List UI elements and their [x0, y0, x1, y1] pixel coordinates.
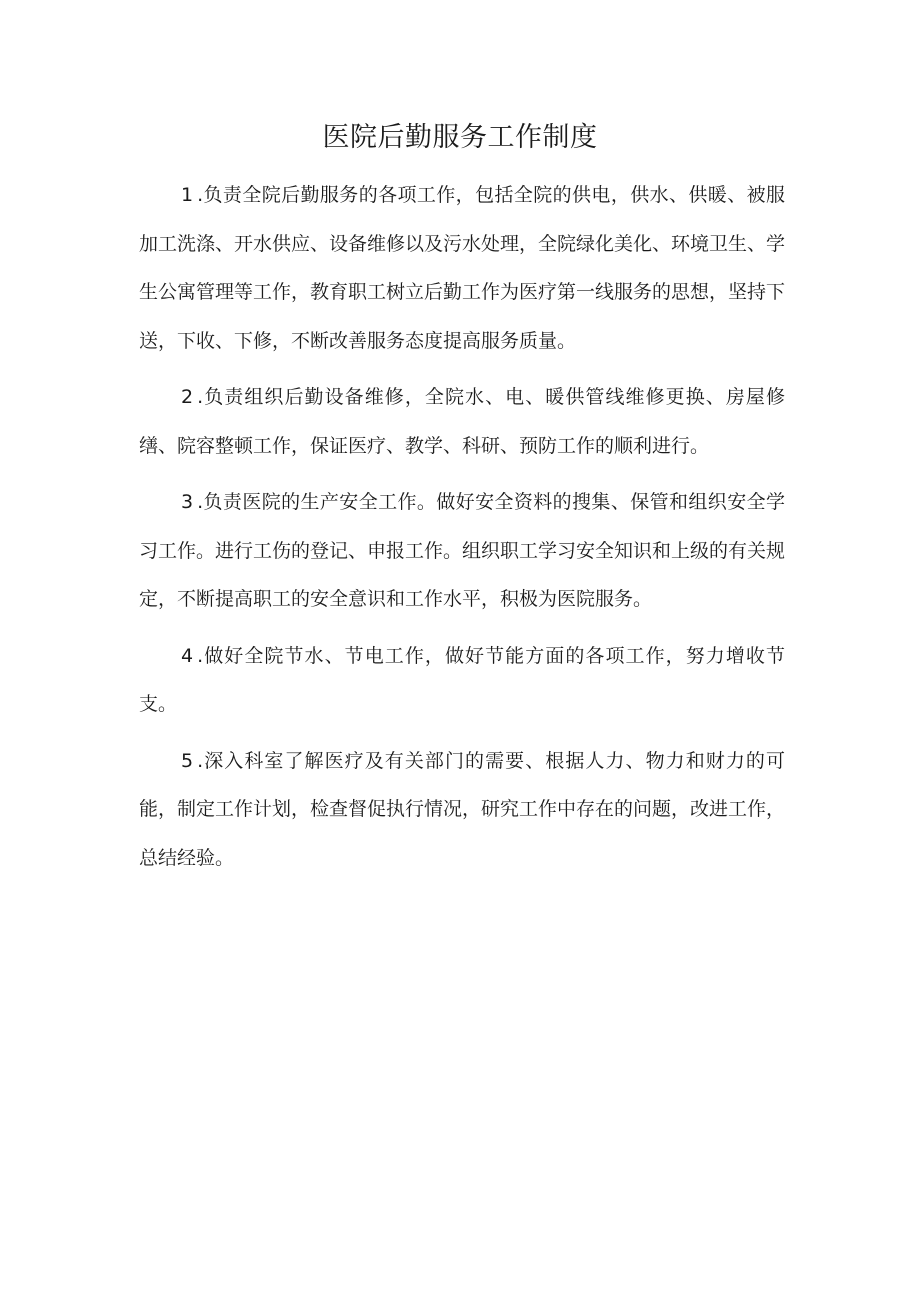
list-item-5 — [139, 737, 785, 883]
document-title: 医院后勤服务工作制度 — [322, 122, 598, 153]
item-text: .深入科室了解医疗及有关部门的需要、根据人力、物力和财力的可能，制定工作计划，检查督促执行情况，研究工作中存在的问题，改进工作，总结经验。 — [139, 749, 786, 869]
list-item-2 — [139, 373, 785, 470]
document-body — [139, 171, 785, 890]
list-item-1 — [139, 171, 785, 365]
item-number: 5 — [181, 749, 194, 772]
item-text: .负责全院后勤服务的各项工作，包括全院的供电，供水、供暖、被服加工洗涤、开水供应、设备维修以及污水处理，全院绿化美化、环境卫生、学生公寓管理等工作，教育职工树立后勤工作为医疗第一线服务的思想，坚持下送，下收、下修，不断改善服务态度提高服务质量。 — [139, 184, 786, 352]
list-item-4 — [139, 632, 785, 729]
item-text: .做好全院节水、节电工作，做好节能方面的各项工作，努力增收节支。 — [139, 644, 785, 715]
list-item-3 — [139, 478, 785, 624]
item-text: .负责医院的生产安全工作。做好安全资料的搜集、保管和组织安全学习工作。进行工伤的登记、申报工作。组织职工学习安全知识和上级的有关规定，不断提高职工的安全意识和工作水平，积极为医院服务。 — [139, 491, 786, 610]
item-number: 3 — [181, 491, 194, 513]
item-number: 1 — [181, 184, 194, 206]
item-number: 4 — [181, 644, 194, 667]
item-text: .负责组织后勤设备维修，全院水、电、暖供管线维修更换、房屋修缮、院容整顿工作，保证医疗、教学、科研、预防工作的顺利进行。 — [139, 386, 785, 457]
item-number: 2 — [181, 386, 194, 408]
